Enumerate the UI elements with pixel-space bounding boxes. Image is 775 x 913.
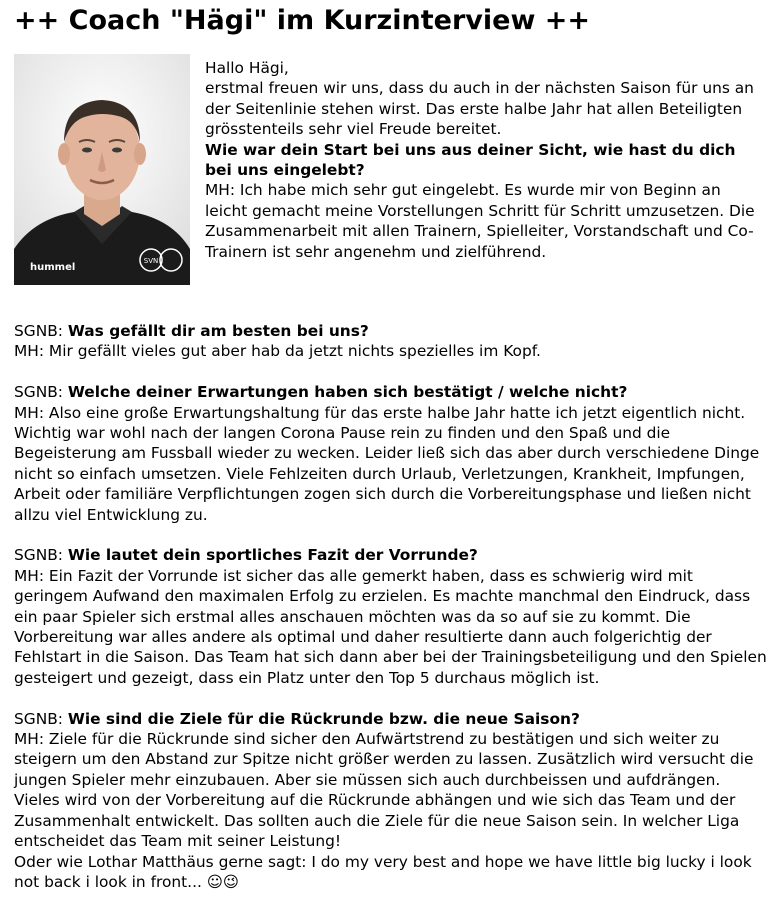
- svg-text:SVN: SVN: [143, 257, 159, 265]
- qa-prefix: SGNB:: [14, 322, 68, 340]
- intro-question: Wie war dein Start bei uns aus deiner Sicht, wie hast du dich bei uns eingelebt?: [205, 140, 736, 180]
- intro-answer: MH: Ich habe mich sehr gut eingelebt. Es wurde mir von Beginn an leicht gemacht meine Vorstellungen Schritt für Schritt umzusetzen. Die Zusammenarbeit mit allen Trainern, Spielleiter, Vorstandschaft und Co-Trainern ist sehr angenehm und zielführend.: [205, 181, 755, 261]
- qa-block: [14, 382, 770, 525]
- qa-question-line: [14, 545, 770, 565]
- qa-question: Was gefällt dir am besten bei uns?: [67, 322, 369, 340]
- qa-answer: MH: Mir gefällt vieles gut aber hab da jetzt nichts spezielles im Kopf.: [14, 342, 541, 361]
- qa-answer: MH: Ziele für die Rückrunde sind sicher den Aufwärtstrend zu bestätigen und sich weiter zu steigern um den Abstand zur Spitze nicht größer werden zu lassen. Zusätzlich wird versucht die jungen Spieler mehr einzubauen. Aber sie müssen sich auch durchbeissen und aufdrängen. Vieles wird von der Vorbereitung auf die Rückrunde abhängen und wie sich das Team und der Zusammenhalt entwickelt. Das sollten auch die Ziele für die neue Saison sein. In welcher Liga entscheidet das Team mit seiner Leistung!: [14, 730, 754, 851]
- qa-block: [14, 545, 770, 688]
- qa-question: Wie lautet dein sportliches Fazit der Vorrunde?: [67, 546, 478, 565]
- qa-answer: MH: Also eine große Erwartungshaltung für das erste halbe Jahr hatte ich jetzt eigentlich nicht. Wichtig war wohl nach der langen Corona Pause rein zu finden und den Spaß und die Begeisterung am Fussball wieder zu wecken. Leider ließ sich das aber durch verschiedene Dinge nicht so einfach umsetzen. Viele Fehlzeiten durch Urlaub, Verletzungen, Krankheit, Impfungen, Arbeit oder familiäre Verpflichtungen zogen sich durch die Vorbereitungsphase und ließen nicht allzu viel Entwicklung zu.: [14, 403, 760, 524]
- page-title: ++ Coach "Hägi" im Kurzinterview ++: [14, 5, 591, 36]
- qa-question: Welche deiner Erwartungen haben sich bestätigt / welche nicht?: [67, 383, 628, 402]
- closing-quote: Oder wie Lothar Matthäus gerne sagt: I do my very best and hope we have little big lucky i look not back i look in front... ☺😉: [14, 852, 752, 891]
- qa-prefix: SGNB:: [14, 383, 68, 402]
- intro-greeting: Hallo Hägi,: [205, 59, 289, 77]
- qa-prefix: SGNB:: [14, 546, 68, 565]
- interview-qa: [14, 321, 770, 913]
- svg-text:hummel: hummel: [30, 262, 76, 273]
- qa-block: [14, 709, 770, 893]
- qa-question-line: [14, 321, 770, 341]
- qa-question-line: [14, 709, 770, 729]
- qa-block: [14, 321, 770, 362]
- coach-photo: [14, 54, 190, 285]
- qa-question-line: [14, 382, 770, 402]
- qa-question: Wie sind die Ziele für die Rückrunde bzw. die neue Saison?: [67, 709, 580, 728]
- qa-prefix: SGNB:: [14, 709, 68, 728]
- qa-answer: MH: Ein Fazit der Vorrunde ist sicher das alle gemerkt haben, dass es schwierig wird mit geringem Aufwand den maximalen Erfolg zu erzielen. Es machte manchmal den Eindruck, dass ein paar Spieler sich erstmal alles anschauen möchten was da so auf sie zu kommt. Die Vorbereitung war alles andere als optimal und daher resultierte dann auch folgerichtig der Fehlstart in die Saison. Das Team hat sich dann aber bei der Trainingsbeteiligung und den Spielen gesteigert und gezeigt, dass ein Platz unter den Top 5 durchaus möglich ist.: [14, 566, 767, 687]
- intro-text: erstmal freuen wir uns, dass du auch in der nächsten Saison für uns an der Seitenlinie stehen wirst. Das erste halbe Jahr hat allen Beteiligten grösstenteils sehr viel Freude bereitet.: [205, 79, 754, 139]
- intro-section: [205, 58, 765, 262]
